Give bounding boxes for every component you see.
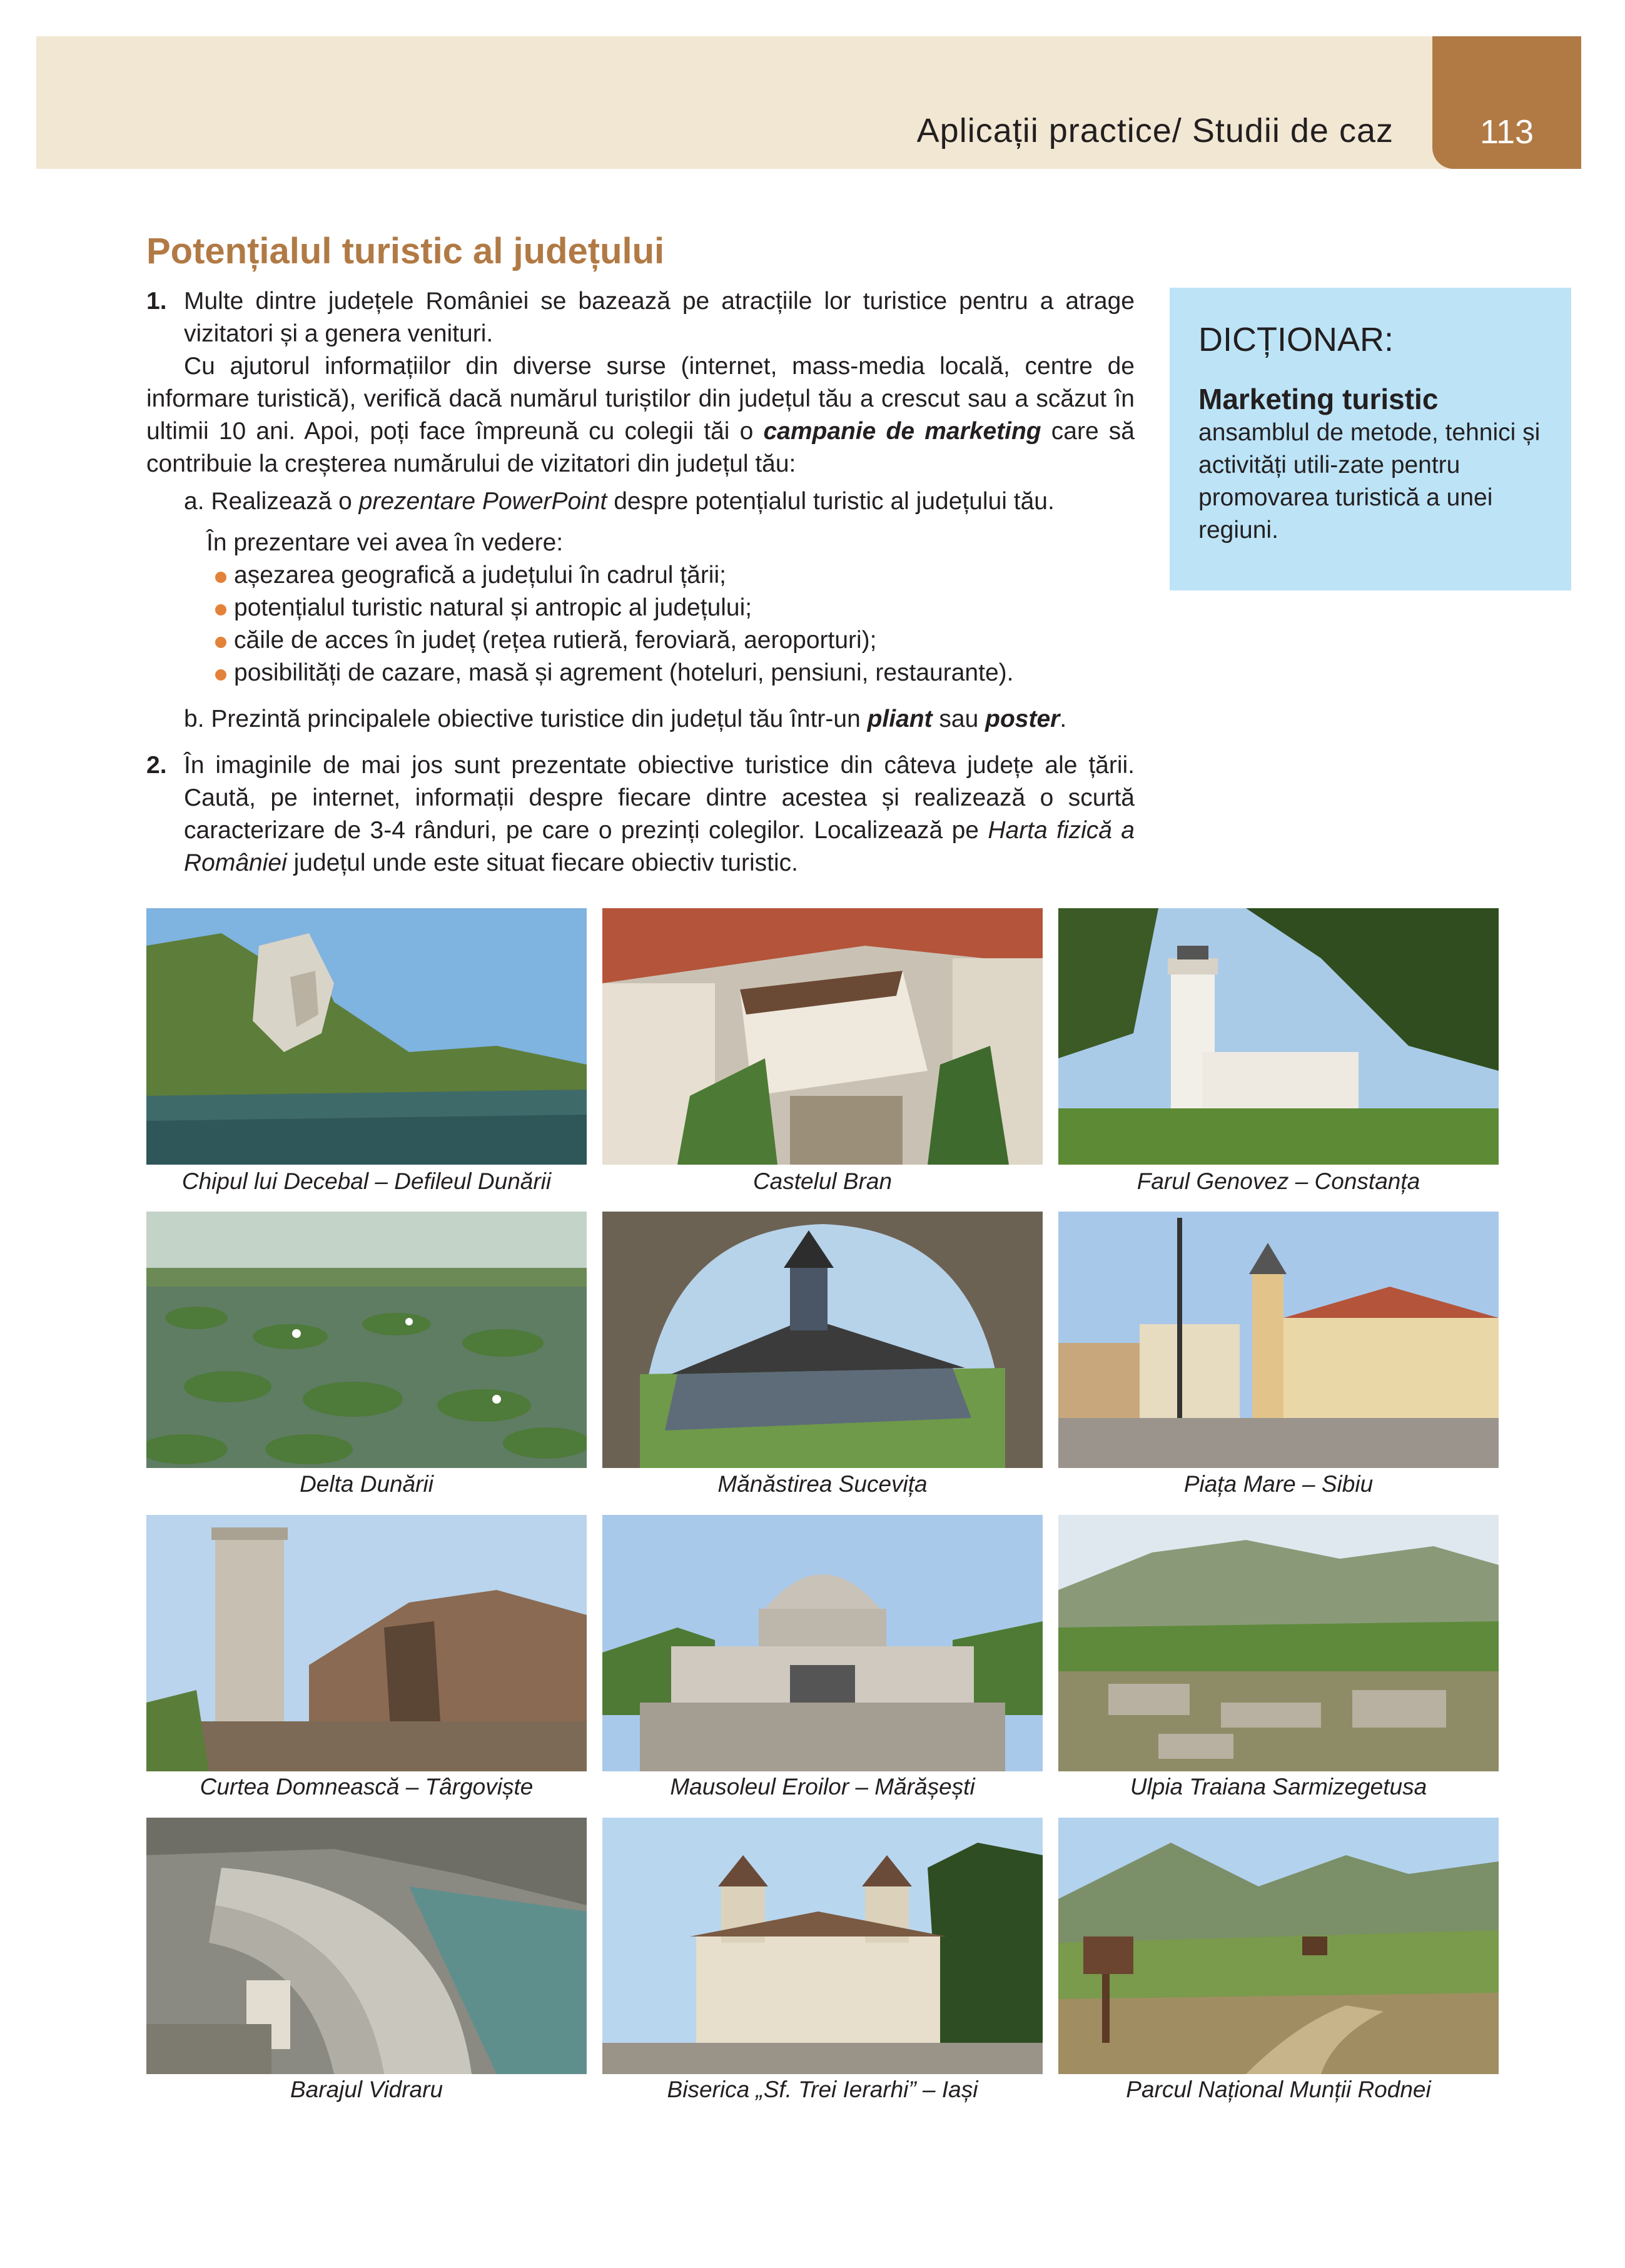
item-1a [146, 485, 1135, 518]
item-1b-start: b. Prezintă principalele obiective turistice din județul tău într-un [184, 706, 868, 732]
dictionary-definition: ansamblul de metode, tehnici și activități utili-zate pentru promovarea turistică a unei regiuni. [1198, 419, 1541, 544]
section-title: Potențialul turistic al județului [146, 231, 665, 271]
photo-caption: Mausoleul Eroilor – Mărășești [670, 1774, 975, 1800]
list-item: căile de acces în județ (rețea rutieră, feroviară, aeroporturi); [215, 624, 1135, 657]
photo-caption: Curtea Domnească – Târgoviște [200, 1774, 534, 1800]
bullet-list [146, 559, 1135, 689]
photo-trei-ierarhi-church [602, 1818, 1043, 2074]
item-1-paragraph [146, 350, 1135, 480]
photo-curtea-domneasca [146, 1515, 587, 1771]
photo-rodnei-national-park [1058, 1818, 1499, 2074]
page-number: 113 [1432, 36, 1581, 169]
item-1b [146, 703, 1135, 736]
item-1-para-end: care să contribuie la creșterea numărului de vizitatori din județul tău: [146, 418, 1135, 477]
photo-caption: Parcul Național Munții Rodnei [1126, 2077, 1431, 2102]
photo-bran-castle [602, 908, 1043, 1165]
photo-decebal [146, 908, 587, 1165]
list-item: posibilități de cazare, masă și agrement (hoteluri, pensiuni, restaurante). [215, 657, 1135, 689]
photo-sibiu-square [1058, 1212, 1499, 1468]
photo-caption: Barajul Vidraru [290, 2077, 443, 2102]
exercise-text [146, 285, 1135, 879]
page-header [36, 36, 1581, 169]
header-title: Aplicații practice/ Studii de caz [916, 112, 1394, 149]
item-1-intro [146, 285, 1135, 350]
item-1-line1: Multe dintre județele României se bazează pe atracțiile lor turistice pentru a atrage vizitatori și a genera venituri. [184, 288, 1135, 347]
dictionary-box [1170, 288, 1571, 590]
dictionary-heading: DICȚIONAR: [1198, 321, 1394, 358]
poster-term: poster [985, 706, 1060, 732]
photo-caption: Piața Mare – Sibiu [1183, 1471, 1374, 1497]
photo-caption: Mănăstirea Sucevița [717, 1471, 928, 1497]
list-item: potențialul turistic natural și antropic al județului; [215, 592, 1135, 624]
photo-genoese-lighthouse [1058, 908, 1499, 1165]
list-item: așezarea geografică a județului în cadrul țării; [215, 559, 1135, 592]
photo-vidraru-dam [146, 1818, 587, 2074]
item-1b-end: . [1060, 706, 1067, 732]
item-1-para-start: Cu ajutorul informațiilor din diverse surse (internet, mass-media locală, centre de informare turistică), verifică dacă numărul turiștilor din județul tău a crescut sau a scăzut în ultimii 10 ani. Apoi, poți face împreună cu colegii tăi o [146, 353, 1135, 445]
photo-sucevita-monastery [602, 1212, 1043, 1468]
bullets-intro: În prezentare vei avea în vedere: [206, 529, 564, 556]
item-2 [146, 749, 1135, 879]
item-1a-end: despre potențialul turistic al județului tău. [607, 488, 1055, 515]
item-2-end: județul unde este situat fiecare obiectiv turistic. [286, 849, 799, 876]
map-term: Harta fizică a României [184, 817, 1135, 876]
item-1b-mid: sau [932, 706, 986, 732]
photo-caption: Delta Dunării [300, 1471, 433, 1497]
item-2-start: În imaginile de mai jos sunt prezentate obiective turistice din câteva județe ale țării. Caută, pe internet, informații despre fiecare dintre acestea și realizează o scurtă caracterizare de 3-4 rânduri, pe care o prezinți colegilor. Localizează pe [184, 752, 1135, 844]
photo-caption: Chipul lui Decebal – Defileul Dunării [181, 1168, 552, 1194]
photo-danube-delta [146, 1212, 587, 1468]
photo-caption: Biserica „Sf. Trei Ierarhi” – Iași [667, 2077, 978, 2102]
dictionary-term: Marketing turistic [1198, 383, 1439, 415]
item-2-number: 2. [146, 752, 167, 779]
item-1-number: 1. [146, 288, 167, 315]
item-1a-start: a. Realizează o [184, 488, 359, 515]
photo-caption: Farul Genovez – Constanța [1136, 1168, 1420, 1194]
photo-ulpia-traiana [1058, 1515, 1499, 1771]
powerpoint-term: prezentare PowerPoint [358, 488, 607, 515]
photo-caption: Castelul Bran [752, 1168, 893, 1194]
pliant-term: pliant [867, 706, 933, 732]
photo-caption: Ulpia Traiana Sarmizegetusa [1130, 1774, 1427, 1800]
campaign-term: campanie de marketing [763, 418, 1041, 445]
photo-marasesti-mausoleum [602, 1515, 1043, 1771]
